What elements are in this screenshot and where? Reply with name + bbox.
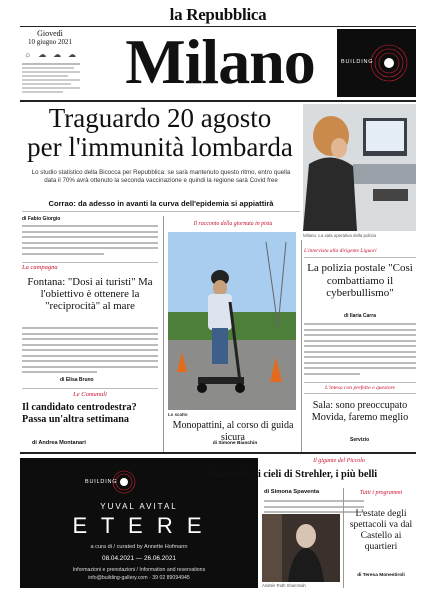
ad-dates: 08.04.2021 — 26.06.2021 [102, 555, 176, 562]
shammah-portrait-image [262, 514, 340, 582]
lead-photo-caption: Milano. La sala operativa della polizia [303, 233, 376, 238]
masthead-fineprint [22, 63, 80, 95]
prefetto-byline: Servizio [350, 437, 370, 443]
interview-body [304, 323, 416, 375]
cloud-icon: ☁ [67, 50, 76, 59]
ad-curator: a cura di / curated by Annette Hofmann [90, 544, 188, 550]
lead-headline-line2: per l'immunità lombarda [27, 132, 293, 162]
lead-headline[interactable] [20, 104, 300, 162]
lead-standfirst: Lo studio statistico della Bicocca per Repubblica: se sarà mantenuto questo ritmo, entro quella data il 70% avrà ottenuto la seconda vaccinazione e quindi la regione sarà Covid free [31, 169, 291, 184]
interview-kicker: L'intervista alla dirigente Liguori [304, 248, 377, 254]
lead-subhead: Corrao: da adesso in avanti la curva dell'epidemia si appiattirà [48, 199, 274, 208]
comunali-byline: di Andrea Montanari [32, 440, 86, 446]
lead-byline: di Fabio Giorgio [22, 216, 61, 222]
piccolo-headline[interactable]: Shammah: i cieli di Strehler, i più belli [206, 469, 378, 480]
edition-date: 10 giugno 2021 [28, 38, 72, 46]
ad-logo-text: BUILDING [85, 479, 118, 485]
estate-headline[interactable]: L'estate degli spettacoli va dal Castello ai quartieri [349, 508, 413, 552]
campagna-body [22, 327, 158, 373]
center-byline: di Simone Bianchin [212, 441, 258, 446]
center-photo-caption: Lo scatto [168, 412, 188, 417]
ad-artist: YUVAL AVITAL [100, 502, 178, 511]
interview-byline: di Ilaria Carra [344, 313, 376, 319]
interview-headline[interactable]: La polizia postale "Così combattiamo il cyberbullismo" [307, 262, 413, 299]
center-headline[interactable]: Monopattini, al corso di guida sicura [172, 420, 294, 443]
ad-info: Informazioni e prenotazioni / Information and reservations [72, 567, 206, 573]
cloud-icon: ☁ [38, 50, 47, 59]
comunali-kicker: Le Comunali [73, 391, 107, 398]
campagna-byline: di Elisa Bruno [60, 377, 94, 383]
prefetto-kicker: L'intesa con prefetto e questore [324, 385, 396, 391]
estate-byline: di Teresa Monestiroli [357, 573, 405, 578]
center-photo [168, 232, 296, 410]
weather-strip [24, 50, 76, 60]
ad-title: E T E R E [72, 513, 206, 538]
edition-day: Giovedì [37, 29, 63, 38]
edition-title: Milano [125, 26, 315, 97]
masthead-ad-building[interactable] [337, 29, 416, 97]
masthead-paper-name: la Repubblica [169, 5, 267, 24]
operator-at-computer-image [303, 104, 416, 231]
estate-kicker: Tutti i programmi [359, 490, 403, 496]
cloud-icon: ☁ [53, 50, 62, 59]
lead-headline-line1: Traguardo 20 agosto [48, 103, 272, 133]
campagna-kicker: La campagna [22, 264, 58, 271]
piccolo-kicker: Il gigante del Piccolo [313, 458, 365, 464]
campagna-headline[interactable]: Fontana: "Dosi ai turisti" Ma l'obiettivo è ottenere la "reciprocità" al mare [27, 276, 153, 312]
lead-body [22, 225, 158, 259]
ad-contacts: info@building-gallery.com · 39 02 89094945 [88, 575, 190, 581]
lead-photo [303, 104, 416, 231]
piccolo-photo-caption: Andrée Ruth Shammah [262, 583, 306, 588]
scooter-rider-image [168, 232, 296, 410]
piccolo-byline: di Simona Spaventa [264, 489, 320, 495]
center-kicker: Il racconto della giornata in pista [193, 221, 273, 227]
sun-icon: ☼ [24, 50, 32, 59]
comunali-headline[interactable]: Il candidato centrodestra? Passa un'altra settimana [22, 402, 137, 425]
building-logo-text: BUILDING [341, 59, 374, 65]
prefetto-headline[interactable]: Sala: sono preoccupato Movida, faremo meglio [311, 400, 409, 423]
piccolo-photo [262, 514, 340, 582]
